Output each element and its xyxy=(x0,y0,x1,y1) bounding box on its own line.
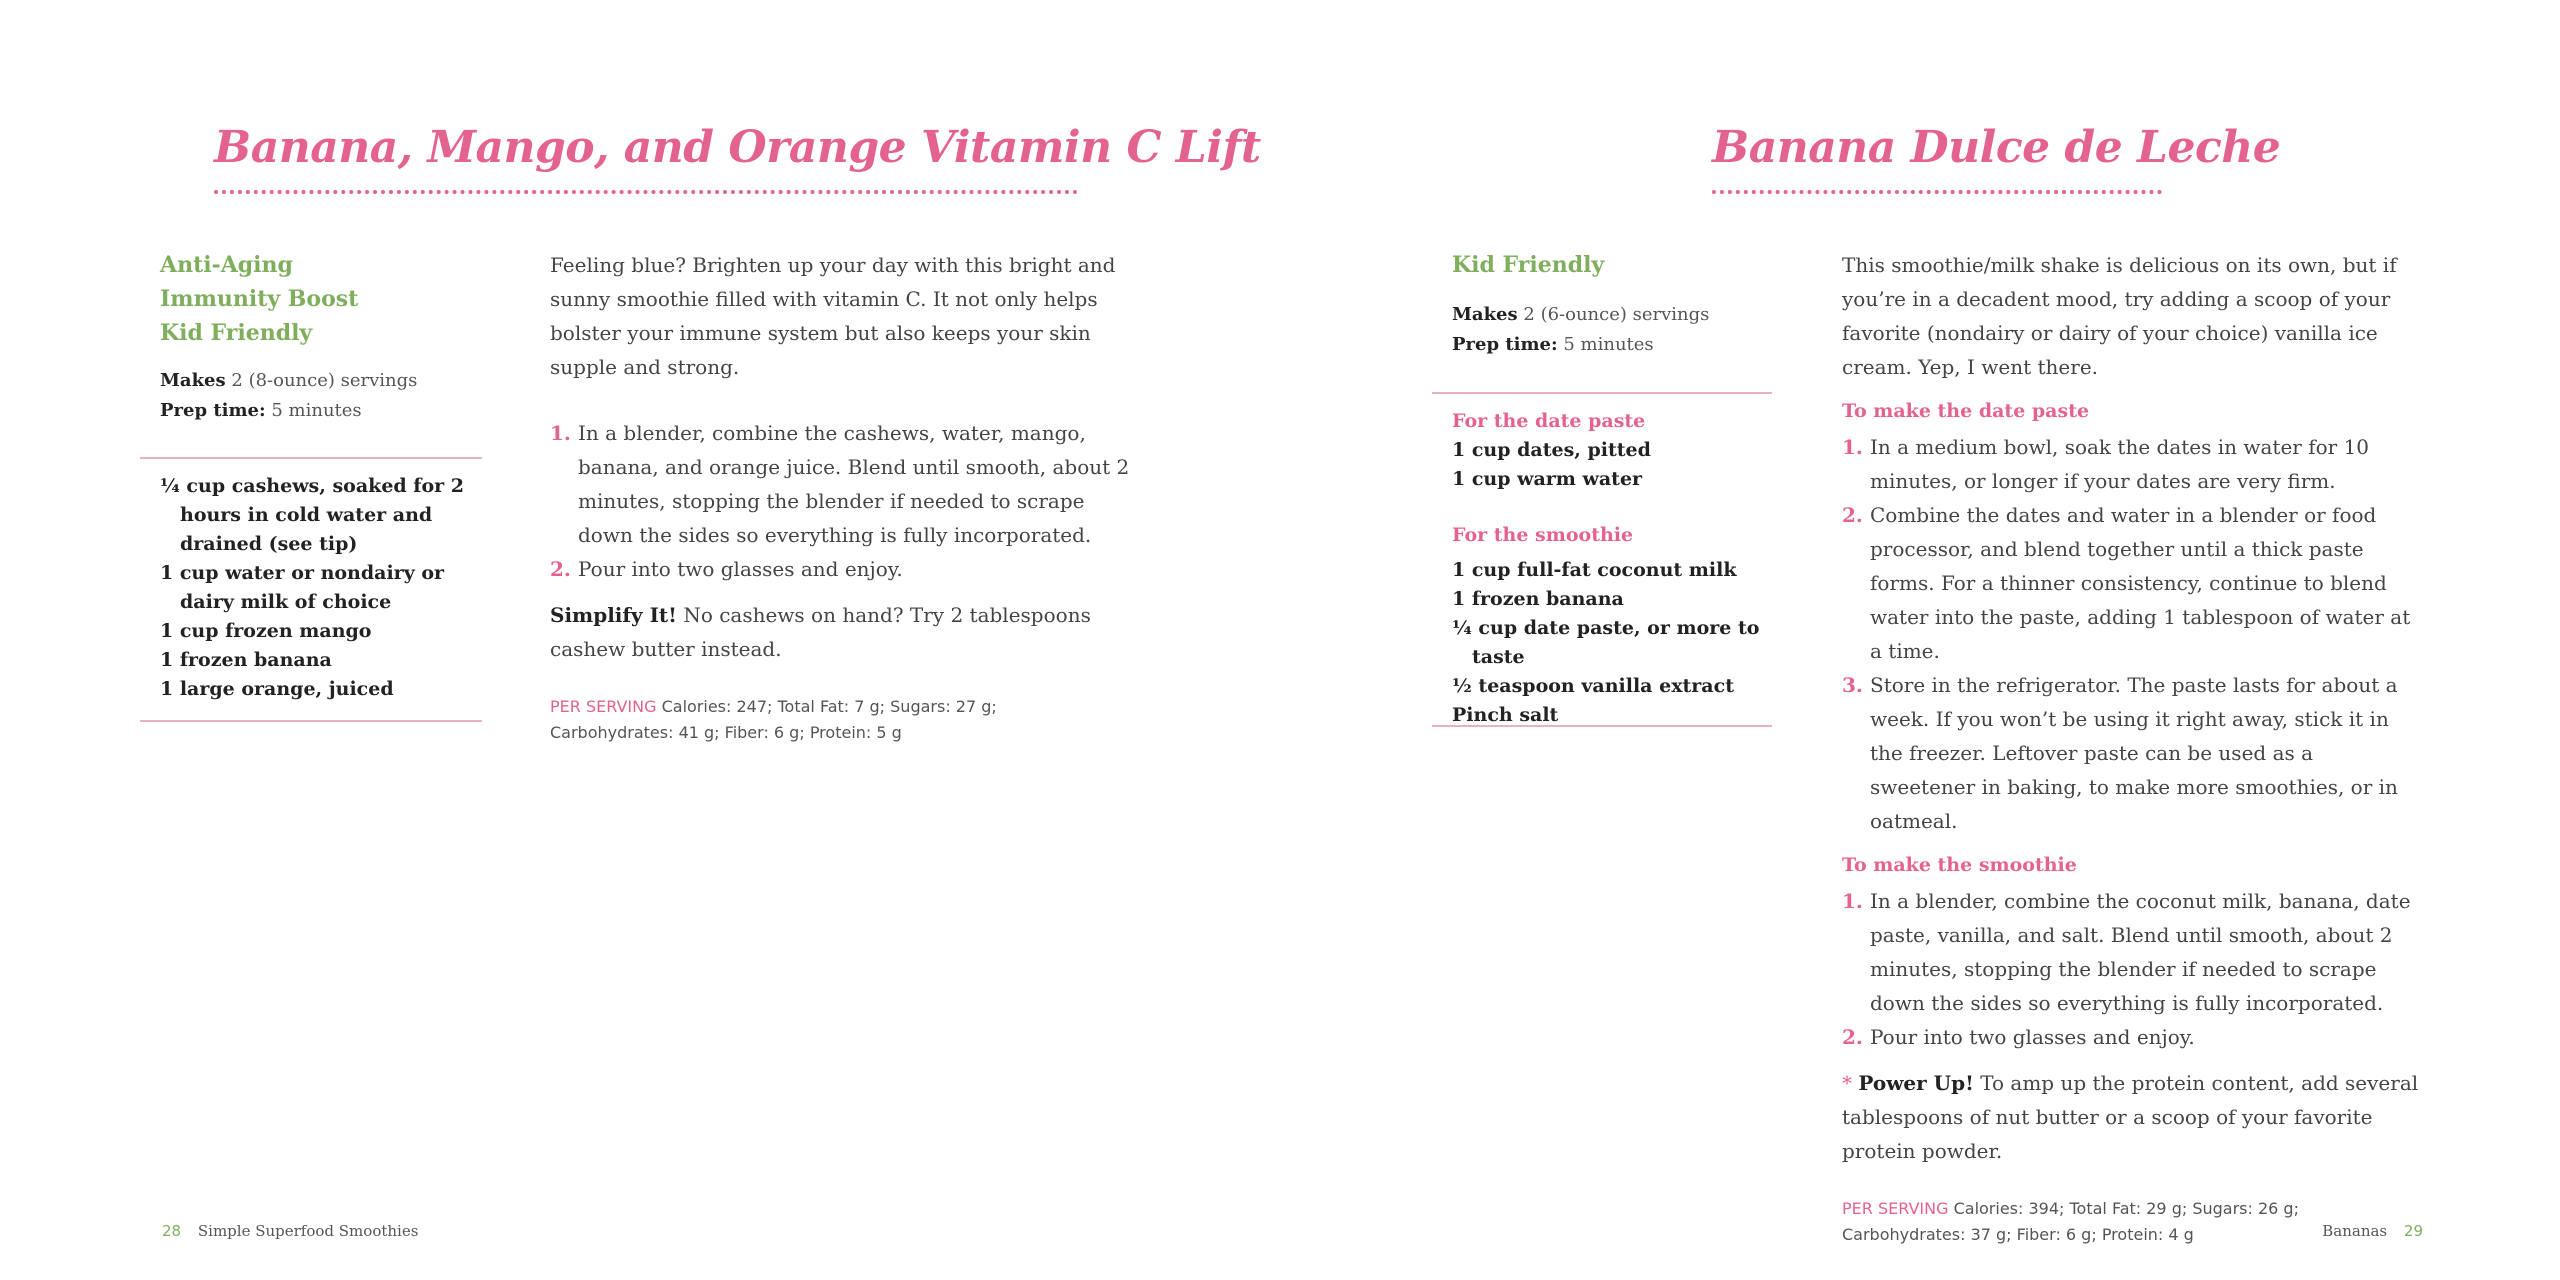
tag: Immunity Boost xyxy=(160,286,359,312)
per-serving-label: PER SERVING xyxy=(550,697,657,716)
ingredient-item: ¼ cup cashews, soaked for 2 hours in cold water and drained (see tip) xyxy=(160,475,464,555)
step-number: 1. xyxy=(550,421,571,445)
step-number: 2. xyxy=(1842,1025,1863,1049)
makes-label: Makes xyxy=(1452,304,1518,325)
list-item xyxy=(550,552,1140,586)
step-number: 2. xyxy=(1842,503,1863,527)
step-text: Pour into two glasses and enjoy. xyxy=(1870,1025,2195,1049)
nutrition xyxy=(550,694,1140,746)
intro-text: Feeling blue? Brighten up your day with this bright and sunny smoothie filled with vitamin C. It not only helps bolster your immune system but also keeps your skin supple and strong. xyxy=(550,253,1116,379)
divider xyxy=(140,457,482,459)
divider xyxy=(140,720,482,722)
tip-text: To amp up the protein content, add several tablespoons of nut butter or a scoop of your favorite protein powder. xyxy=(1842,1071,2419,1163)
tip-label: Power Up! xyxy=(1858,1071,1974,1095)
list-item xyxy=(1842,430,2422,498)
tag: Anti-Aging xyxy=(160,252,293,278)
ingredient-item: 1 cup full-fat coconut milk xyxy=(1452,559,1737,581)
ingredient-group-heading: For the smoothie xyxy=(1452,524,1634,546)
ingredient-item: 1 cup warm water xyxy=(1452,468,1643,490)
left-footer xyxy=(162,1222,418,1240)
tag: Kid Friendly xyxy=(1452,252,1605,278)
list-item xyxy=(1842,668,2422,838)
smoothie-directions xyxy=(1842,884,2422,1054)
list-item xyxy=(1842,1020,2422,1054)
list-item xyxy=(550,416,1140,552)
ingredient-item: 1 cup dates, pitted xyxy=(1452,439,1651,461)
right-body xyxy=(1842,248,2422,1248)
tip xyxy=(550,598,1140,666)
tip-text: No cashews on hand? Try 2 tablespoons cashew butter instead. xyxy=(550,603,1091,661)
left-title-underline xyxy=(214,190,1078,194)
list-item xyxy=(1842,498,2422,668)
step-text: In a medium bowl, soak the dates in water for 10 minutes, or longer if your dates are very firm. xyxy=(1870,435,2370,493)
makes-value: 2 (8-ounce) servings xyxy=(231,370,418,391)
ingredient-item: 1 cup water or nondairy or dairy milk of choice xyxy=(160,562,445,613)
left-ingredients xyxy=(160,472,482,704)
list-item xyxy=(1842,884,2422,1020)
page-number: 29 xyxy=(2403,1222,2423,1240)
ingredient-item: Pinch salt xyxy=(1452,704,1559,726)
right-tags xyxy=(1452,248,1772,282)
tip-label: Simplify It! xyxy=(550,603,677,627)
section-heading: To make the smoothie xyxy=(1842,854,2077,876)
paste-directions xyxy=(1842,430,2422,838)
right-title-underline xyxy=(1712,190,2162,194)
ingredient-item: 1 large orange, juiced xyxy=(160,678,394,700)
step-number: 1. xyxy=(1842,889,1863,913)
step-number: 1. xyxy=(1842,435,1863,459)
asterisk-icon: * xyxy=(1842,1071,1852,1095)
nutrition-line: Carbohydrates: 37 g; Fiber: 6 g; Protein: 4 g xyxy=(1842,1225,2194,1244)
ingredient-item: 1 frozen banana xyxy=(160,649,332,671)
step-text: Combine the dates and water in a blender or food processor, and blend together until a thick paste forms. For a thinner consistency, continue to blend water into the paste, adding 1 tablespoon of water at a time. xyxy=(1870,503,2411,663)
ingredient-item: 1 frozen banana xyxy=(1452,588,1624,610)
right-ingredients xyxy=(1452,406,1782,730)
ingredient-item: 1 cup frozen mango xyxy=(160,620,372,642)
step-number: 3. xyxy=(1842,673,1863,697)
prep-value: 5 minutes xyxy=(1563,334,1654,355)
prep-value: 5 minutes xyxy=(271,400,362,421)
left-tags xyxy=(160,248,480,350)
prep-label: Prep time: xyxy=(1452,334,1558,355)
makes-label: Makes xyxy=(160,370,226,391)
step-text: Pour into two glasses and enjoy. xyxy=(578,557,903,581)
tip xyxy=(1842,1066,2422,1168)
ingredient-item: ¼ cup date paste, or more to taste xyxy=(1452,617,1760,668)
chapter-title: Bananas xyxy=(2322,1222,2388,1240)
prep-label: Prep time: xyxy=(160,400,266,421)
nutrition-line: Calories: 394; Total Fat: 29 g; Sugars: 26 g; xyxy=(1953,1199,2299,1218)
makes-value: 2 (6-ounce) servings xyxy=(1523,304,1710,325)
left-meta xyxy=(160,366,490,426)
ingredient-item: ½ teaspoon vanilla extract xyxy=(1452,675,1734,697)
divider xyxy=(1432,725,1772,727)
nutrition-line: Calories: 247; Total Fat: 7 g; Sugars: 27 g; xyxy=(661,697,997,716)
tag: Kid Friendly xyxy=(160,320,313,346)
directions-list xyxy=(550,416,1140,586)
section-heading: To make the date paste xyxy=(1842,400,2090,422)
step-number: 2. xyxy=(550,557,571,581)
left-recipe-title: Banana, Mango, and Orange Vitamin C Lift xyxy=(214,122,1261,173)
intro-text: This smoothie/milk shake is delicious on its own, but if you’re in a decadent mood, try adding a scoop of your favorite (nondairy or dairy of your choice) vanilla ice cream. Yep, I went there. xyxy=(1842,253,2397,379)
per-serving-label: PER SERVING xyxy=(1842,1199,1949,1218)
step-text: Store in the refrigerator. The paste lasts for about a week. If you won’t be using it right away, stick it in the freezer. Leftover paste can be used as a sweetener in baking, to make more smoothies, or in oatmeal. xyxy=(1870,673,2398,833)
step-text: In a blender, combine the coconut milk, banana, date paste, vanilla, and salt. Blend until smooth, about 2 minutes, stopping the blender if needed to scrape down the sides so everything is fully incorporated. xyxy=(1870,889,2411,1015)
right-recipe-title: Banana Dulce de Leche xyxy=(1712,122,2281,173)
right-footer xyxy=(2322,1222,2423,1240)
book-title: Simple Superfood Smoothies xyxy=(197,1222,419,1240)
right-meta xyxy=(1452,300,1782,360)
left-body xyxy=(550,248,1140,746)
nutrition-line: Carbohydrates: 41 g; Fiber: 6 g; Protein: 5 g xyxy=(550,723,902,742)
page-number: 28 xyxy=(162,1222,182,1240)
step-text: In a blender, combine the cashews, water, mango, banana, and orange juice. Blend until smooth, about 2 minutes, stopping the blender if needed to scrape down the sides so everything is fully incorporated. xyxy=(578,421,1130,547)
divider xyxy=(1432,392,1772,394)
ingredient-group-heading: For the date paste xyxy=(1452,410,1646,432)
